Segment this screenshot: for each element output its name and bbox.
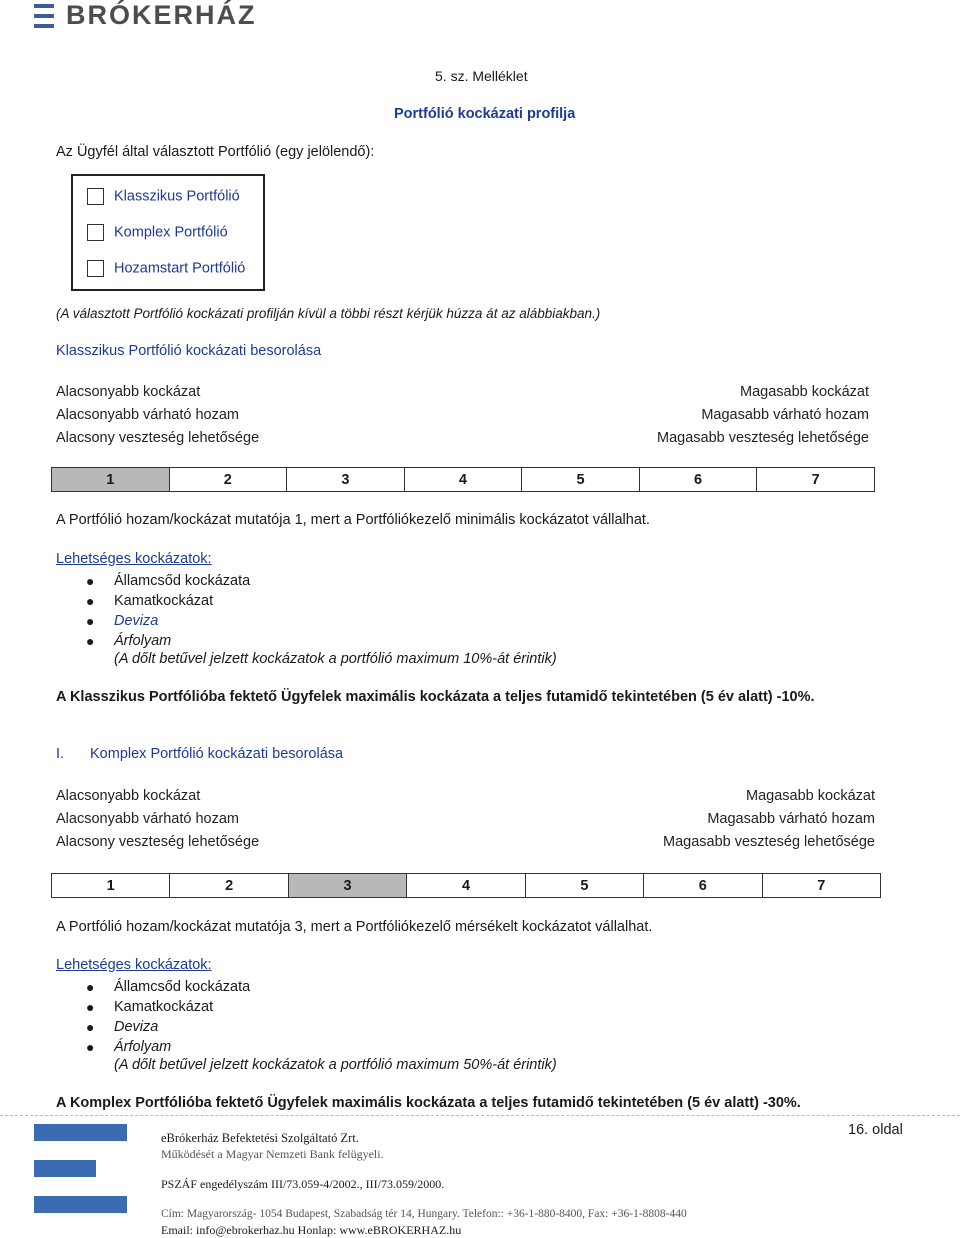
annex-label: 5. sz. Melléklet: [435, 68, 528, 84]
footer-license: PSZÁF engedélyszám III/73.059-4/2002., III/73.059/2000.: [161, 1177, 445, 1191]
section1-high-side: Magasabb kockázat Magasabb várható hozam Magasabb veszteség lehetősége: [656, 384, 869, 446]
section1-risks-label: Lehetséges kockázatok:: [56, 551, 212, 567]
section1-risk-list: [56, 571, 250, 651]
scale-cell: 4: [407, 874, 525, 898]
scale-cell: 2: [170, 874, 288, 898]
scale-cell: 1: [52, 468, 170, 492]
option-klasszikus[interactable]: Klasszikus Portfólió: [87, 188, 240, 205]
section2-risk-scale: [51, 873, 881, 898]
section2-title-row: [56, 746, 343, 762]
footer-text: [161, 1130, 687, 1238]
bullet-icon: ●: [86, 1039, 95, 1055]
stripe: [34, 1196, 127, 1213]
section2-high-side: Magasabb kockázat Magasabb várható hozam Magasabb veszteség lehetősége: [662, 788, 875, 850]
checkbox[interactable]: [87, 224, 104, 241]
option-komplex[interactable]: Komplex Portfólió: [87, 224, 228, 241]
list-item: ● Árfolyam: [86, 1039, 172, 1055]
section2-title: Komplex Portfólió kockázati besorolása: [90, 746, 344, 762]
scale-cell: 6: [639, 468, 757, 492]
portfolio-choice-box: [71, 174, 265, 291]
footer-divider: [0, 1115, 960, 1116]
option-hozamstart[interactable]: Hozamstart Portfólió: [87, 260, 245, 277]
list-item: ● Árfolyam: [86, 633, 172, 649]
section2-low-side: Alacsonyabb kockázat Alacsonyabb várható hozam Alacsony veszteség lehetősége: [56, 788, 260, 850]
scale-cell: 2: [169, 468, 287, 492]
list-item: ● Kamatkockázat: [86, 593, 214, 609]
logo-text: BRÓKERHÁZ: [66, 0, 257, 30]
bullet-icon: ●: [86, 573, 95, 589]
scale-cell: 4: [404, 468, 522, 492]
stripe: [34, 1124, 127, 1141]
list-item: ● Kamatkockázat: [86, 999, 214, 1015]
footer-address: Cím: Magyarország- 1054 Budapest, Szabadság tér 14, Hungary. Telefon:: +36-1-880-8400, Fax: +36-1-8808-440: [161, 1208, 687, 1220]
bullet-icon: ●: [86, 1019, 95, 1035]
scale-cell: 5: [525, 874, 643, 898]
list-item: ● Deviza: [86, 613, 159, 629]
checkbox[interactable]: [87, 260, 104, 277]
stripe: [34, 1160, 96, 1177]
choice-prompt: Az Ügyfél által választott Portfólió (egy jelölendő):: [56, 144, 375, 160]
section1-risk-scale: [51, 467, 875, 492]
checkbox[interactable]: [87, 188, 104, 205]
choice-note: (A választott Portfólió kockázati profilján kívül a többi részt kérjük húzza át az alábbiakban.): [56, 306, 601, 321]
section1-risk-note: (A dőlt betűvel jelzett kockázatok a portfólió maximum 10%-át érintik): [114, 651, 557, 667]
page-title: Portfólió kockázati profilja: [394, 106, 576, 122]
section2-indicator: A Portfólió hozam/kockázat mutatója 3, mert a Portfóliókezelő mérsékelt kockázatot vállalhat.: [56, 919, 653, 935]
list-item: ● Deviza: [86, 1019, 159, 1035]
section2-risk-note: (A dőlt betűvel jelzett kockázatok a portfólió maximum 50%-át érintik): [114, 1057, 557, 1073]
page-number: 16. oldal: [848, 1122, 903, 1138]
bullet-icon: ●: [86, 613, 95, 629]
section2-risk-list: [56, 977, 250, 1057]
scale-cell: 7: [762, 874, 880, 898]
list-item: ● Államcsőd kockázata: [86, 573, 251, 589]
logo-mark-icon: [34, 4, 54, 28]
footer-company: eBrókerház Befektetési Szolgáltató Zrt.: [161, 1131, 359, 1145]
bullet-icon: ●: [86, 593, 95, 609]
scale-cell: 3: [287, 468, 405, 492]
section1-indicator: A Portfólió hozam/kockázat mutatója 1, mert a Portfóliókezelő minimális kockázatot vállalhat.: [56, 512, 650, 528]
section2-number: I.: [56, 746, 65, 762]
scale-cell: 5: [522, 468, 640, 492]
scale-cell: 7: [757, 468, 875, 492]
section2-risks-label: Lehetséges kockázatok:: [56, 957, 212, 973]
footer-stripes: [34, 1124, 127, 1219]
list-item: ● Államcsőd kockázata: [86, 979, 251, 995]
section2-max-risk: A Komplex Portfólióba fektető Ügyfelek maximális kockázata a teljes futamidő tekintetében (5 év alatt) -30%.: [56, 1095, 801, 1111]
footer-supervision: Működését a Magyar Nemzeti Bank felügyeli.: [161, 1147, 384, 1161]
section1-title: Klasszikus Portfólió kockázati besorolása: [56, 343, 322, 359]
bullet-icon: ●: [86, 999, 95, 1015]
section1-max-risk: A Klasszikus Portfólióba fektető Ügyfelek maximális kockázata a teljes futamidő tekintetében (5 év alatt) -10%.: [56, 689, 815, 705]
scale-cell: 1: [52, 874, 170, 898]
bullet-icon: ●: [86, 979, 95, 995]
section1-low-side: Alacsonyabb kockázat Alacsonyabb várható hozam Alacsony veszteség lehetősége: [56, 384, 260, 446]
scale-cell: 6: [644, 874, 762, 898]
scale-cell: 3: [288, 874, 406, 898]
bullet-icon: ●: [86, 633, 95, 649]
footer-contact: Email: info@ebrokerhaz.hu Honlap: www.eBROKERHAZ.hu: [161, 1223, 462, 1237]
